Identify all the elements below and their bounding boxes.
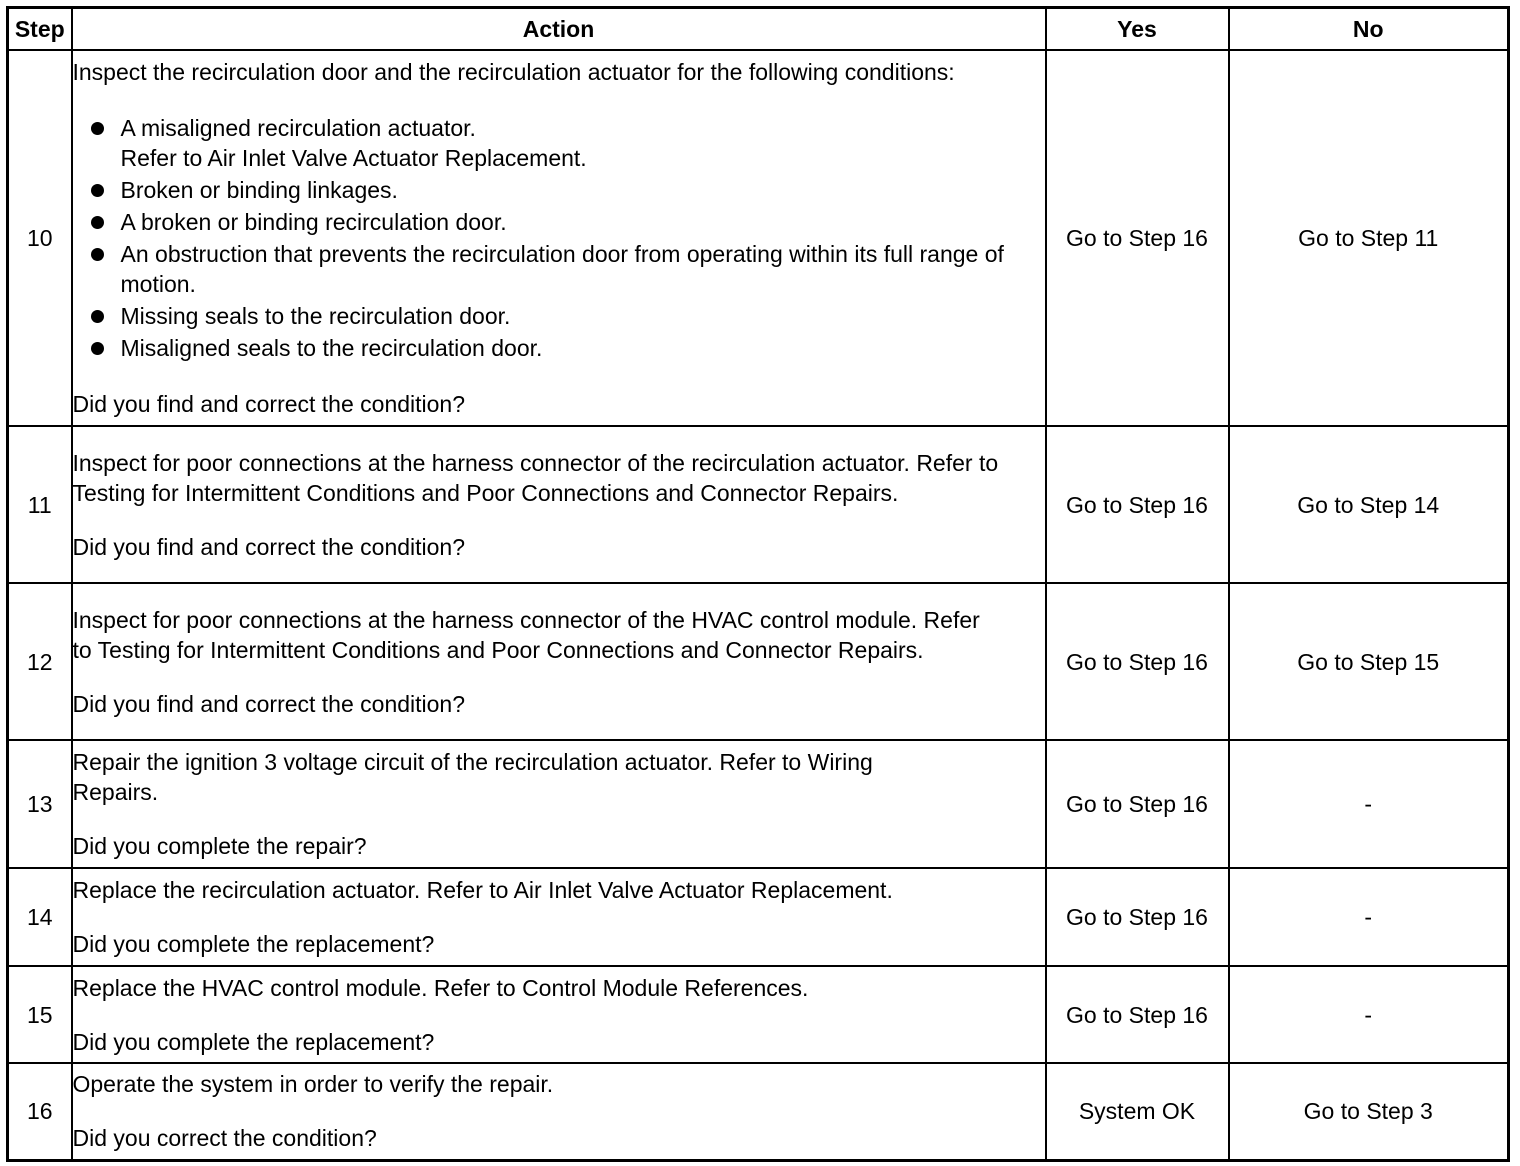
action-question: Did you correct the condition? <box>72 1125 377 1152</box>
table-row <box>8 740 1509 868</box>
action-cell <box>72 50 1046 426</box>
action-intro: Inspect the recirculation door and the recirculation actuator for the following conditions: <box>72 59 955 85</box>
bullet-icon <box>91 342 104 355</box>
diagnostic-table <box>6 6 1510 1162</box>
list-item: Misaligned seals to the recirculation door. <box>73 333 1045 363</box>
step-number: 10 <box>8 50 72 426</box>
list-item: A broken or binding recirculation door. <box>73 207 1045 237</box>
table-row <box>8 50 1509 426</box>
step-number: 13 <box>8 740 72 868</box>
list-item: A misaligned recirculation actuator. Refer to Air Inlet Valve Actuator Replacement. <box>73 113 1045 173</box>
no-cell: Go to Step 15 <box>1229 583 1509 740</box>
header-row <box>8 8 1509 51</box>
action-text: Repair the ignition 3 voltage circuit of the recirculation actuator. Refer to Wiring Repairs. <box>72 749 873 805</box>
table-row <box>8 583 1509 740</box>
yes-cell: Go to Step 16 <box>1046 966 1229 1063</box>
step-number: 12 <box>8 583 72 740</box>
list-item: Broken or binding linkages. <box>73 175 1045 205</box>
yes-cell: System OK <box>1046 1063 1229 1160</box>
action-cell <box>72 1063 1046 1160</box>
table-row <box>8 868 1509 966</box>
yes-cell: Go to Step 16 <box>1046 583 1229 740</box>
list-item: Missing seals to the recirculation door. <box>73 301 1045 331</box>
no-cell: - <box>1229 966 1509 1063</box>
bullet-icon <box>91 248 104 261</box>
no-cell: Go to Step 14 <box>1229 426 1509 583</box>
action-question: Did you complete the replacement? <box>72 1028 435 1055</box>
no-cell: - <box>1229 868 1509 966</box>
condition-list <box>73 113 1045 363</box>
yes-cell: Go to Step 16 <box>1046 740 1229 868</box>
no-cell: - <box>1229 740 1509 868</box>
list-item: An obstruction that prevents the recirculation door from operating within its full range of motion. <box>73 239 1045 299</box>
step-number: 11 <box>8 426 72 583</box>
yes-cell: Go to Step 16 <box>1046 868 1229 966</box>
action-question: Did you complete the repair? <box>72 833 367 859</box>
no-cell: Go to Step 3 <box>1229 1063 1509 1160</box>
action-cell <box>72 966 1046 1063</box>
action-text: Operate the system in order to verify the repair. <box>72 1071 554 1098</box>
header-action: Action <box>72 8 1046 51</box>
bullet-icon <box>91 310 104 323</box>
action-question: Did you find and correct the condition? <box>72 690 466 717</box>
no-cell: Go to Step 11 <box>1229 50 1509 426</box>
action-text: Replace the recirculation actuator. Refer to Air Inlet Valve Actuator Replacement. <box>72 877 893 903</box>
action-question: Did you find and correct the condition? <box>72 533 466 560</box>
table-row <box>8 1063 1509 1160</box>
yes-cell: Go to Step 16 <box>1046 426 1229 583</box>
action-question: Did you complete the replacement? <box>72 931 435 957</box>
action-question: Did you find and correct the condition? <box>72 391 466 417</box>
header-step: Step <box>8 8 72 51</box>
yes-cell: Go to Step 16 <box>1046 50 1229 426</box>
action-cell <box>72 583 1046 740</box>
header-no: No <box>1229 8 1509 51</box>
table-row <box>8 966 1509 1063</box>
bullet-icon <box>91 122 104 135</box>
step-number: 15 <box>8 966 72 1063</box>
action-text: Inspect for poor connections at the harness connector of the recirculation actuator. Refer to Testing for Intermittent Conditions and Poor Connections and Connector Repairs. <box>72 449 999 506</box>
action-text: Inspect for poor connections at the harness connector of the HVAC control module. Refer to Testing for Intermittent Conditions and Poor Connections and Connector Repairs. <box>72 606 980 663</box>
action-cell <box>72 740 1046 868</box>
step-number: 14 <box>8 868 72 966</box>
action-cell <box>72 426 1046 583</box>
action-text: Replace the HVAC control module. Refer to Control Module References. <box>72 974 809 1001</box>
bullet-icon <box>91 216 104 229</box>
header-yes: Yes <box>1046 8 1229 51</box>
step-number: 16 <box>8 1063 72 1160</box>
table-row <box>8 426 1509 583</box>
bullet-icon <box>91 184 104 197</box>
action-cell <box>72 868 1046 966</box>
